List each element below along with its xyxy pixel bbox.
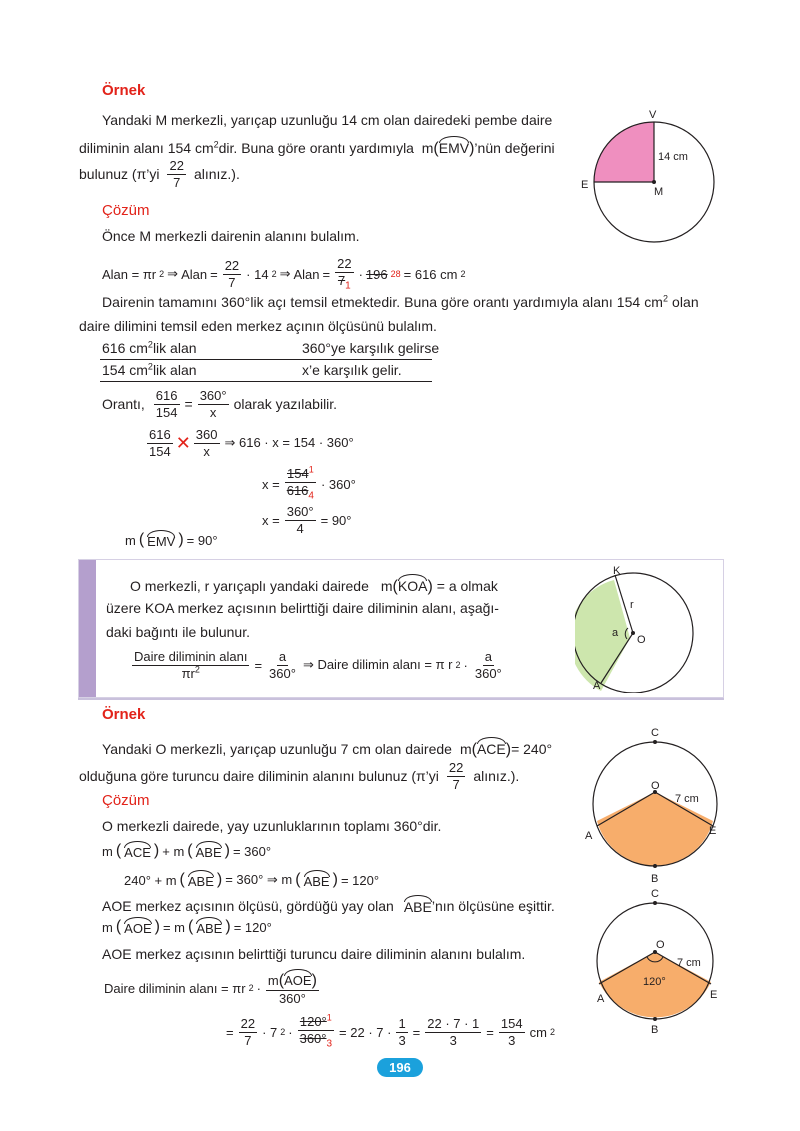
label-o: O — [637, 634, 646, 646]
circle-figure-ex2-2 — [585, 885, 725, 1035]
label-e: E — [581, 179, 589, 191]
final-answer: m ( EMV ) = 90° — [125, 531, 218, 549]
cross-multiplication: $\frac{616}{154}$ ✕ $\frac{360}{x}$ ⇒ 616 · x = 154 · 360° — [149, 427, 354, 459]
arc-sum-equation: m ( ACE ) + m ( ABE ) = 360° — [102, 842, 272, 860]
info-text-line3: daki bağıntı ile bulunur. — [106, 624, 250, 640]
sector-area-expression: Daire diliminin alanı = πr 2 · $\frac{\text{m(AOE)}}{360^\circ}$ — [104, 972, 317, 1007]
page-number: 196 — [377, 1058, 423, 1077]
label-point-a: A — [593, 680, 601, 692]
label-k: K — [613, 565, 621, 577]
area-calculation: Alan = πr 2 ⇒ Alan = $\frac{22}{7}$ · 14 2 ⇒ Alan = $\frac{22}{7_1}$ · 196 28 = 616 cm 2 — [102, 256, 466, 292]
ex1-text-line2: diliminin alanı 154 $cm^2dir$. Buna göre orantı yardımıyla m(EMV)’nün değerini — [79, 137, 555, 158]
table-row-2-left: 154 $cm^2lik$ alan — [102, 361, 197, 378]
arc-abe-equation: 240° + m ( ABE ) = 360° ⇒ m ( ABE ) = 120° — [124, 871, 380, 889]
circle-figure-m — [574, 100, 724, 250]
ex2-text-line1: Yandaki O merkezli, yarıçap uzunluğu 7 cm olan dairede m(ACE) = 240° — [102, 738, 552, 759]
solution-2-heading: Çözüm — [102, 792, 150, 809]
ex2-text-line2: olduğuna göre turuncu daire diliminin alanını bulunuz (π’yi $\frac{22}{7}$ alınız.). — [79, 760, 520, 792]
label-b: B — [651, 873, 659, 882]
info-box-sidebar — [79, 560, 96, 697]
solution-text-1: Önce M merkezli dairenin alanını bulalım. — [102, 228, 360, 244]
label-m: M — [654, 186, 664, 198]
label-c: C — [651, 888, 659, 900]
example-2-heading: Örnek — [102, 706, 146, 723]
info-text-line2: üzere KOA merkez açısının belirttiği daire diliminin alanı, aşağı- — [106, 600, 499, 616]
label-v: V — [649, 109, 657, 121]
ex2-solution-text-1: O merkezli dairede, yay uzunluklarının toplamı 360°dir. — [102, 818, 442, 834]
cross-mark-icon: ✕ — [175, 432, 191, 453]
sector-area-formula: $\frac{\text{Daire diliminin alanı}}{\pi r^2}$ = $\frac{a}{360^\circ}$ ⇒ Daire dilimin alanı = π r 2 · $\frac{a}{360^\circ}$ — [134, 649, 502, 681]
label-r: r — [630, 599, 634, 611]
table-row-2-right: x’e karşılık gelir. — [302, 362, 402, 378]
ex2-solution-text-2: AOE merkez açısının ölçüsü, gördüğü yay olan ABE ’nın ölçüsüne eşittir. — [102, 897, 555, 915]
proportion-line: Orantı, $\frac{616}{154}$ = $\frac{360^\circ}{x}$ olarak yazılabilir. — [102, 388, 338, 420]
aoe-equation: m ( AOE ) = m ( ABE ) = 120° — [102, 918, 272, 936]
pink-sector — [594, 122, 654, 182]
info-text-line1: O merkezli, r yarıçaplı yandaki dairede m(KOA) = a olmak — [130, 575, 498, 596]
label-e: E — [710, 989, 718, 1001]
label-angle: 120° — [643, 976, 666, 988]
label-a: A — [585, 830, 593, 842]
label-e: E — [709, 825, 717, 837]
solution-text-3: daire dilimini temsil eden merkez açının ölçüsünü bulalım. — [79, 318, 437, 334]
measure-emv: m(EMV) — [422, 140, 475, 156]
solution-text-2: Dairenin tamamını 360°lik açı temsil etmektedir. Buna göre orantı yardımıyla alanı 154 $cm^2$ olan — [102, 293, 699, 310]
x-calculation-2: x = $\frac{360^\circ}{4}$ = 90° — [262, 504, 352, 536]
label-o: O — [656, 939, 665, 951]
ex1-text-line3: bulunuz (π’yi $\frac{22}{7}$ alınız.). — [79, 158, 240, 190]
circle-figure-o — [575, 563, 700, 693]
label-radius: 7 cm — [677, 957, 701, 969]
label-radius: 14 cm — [658, 151, 688, 163]
solution-heading: Çözüm — [102, 202, 150, 219]
label-angle-a: a — [612, 627, 619, 639]
label-radius: 7 cm — [675, 793, 699, 805]
circle-figure-ex2-1 — [585, 722, 725, 882]
label-b: B — [651, 1024, 659, 1035]
label-c: C — [651, 727, 659, 739]
table-bottom-line — [100, 381, 432, 382]
x-calculation-1: x = $\frac{154^1}{616_4}$ · 360° — [262, 464, 356, 502]
example-heading: Örnek — [102, 82, 146, 99]
label-a: A — [597, 993, 605, 1005]
ex2-solution-text-3: AOE merkez açısının belirttiği turuncu daire diliminin alanını bulalım. — [102, 946, 526, 962]
table-row-1-right: 360°ye karşılık gelirse — [302, 340, 440, 356]
table-divider — [100, 359, 432, 360]
label-o: O — [651, 780, 660, 792]
table-row-1-left: 616 $cm^2lik$ alan — [102, 339, 197, 356]
sector-area-computation: = $\frac{22}{7}$ · 7 2 · $\frac{120^\circ^1}{360^\circ_3}$ = 22 · 7 · $\frac{1}{3}$ = $\frac{22 \cdot 7 \cdot 1}{3}$ = $\frac{154}{3}$ cm 2 — [226, 1012, 555, 1050]
ex1-text-line1: Yandaki M merkezli, yarıçap uzunluğu 14 cm olan dairedeki pembe daire — [102, 112, 553, 128]
